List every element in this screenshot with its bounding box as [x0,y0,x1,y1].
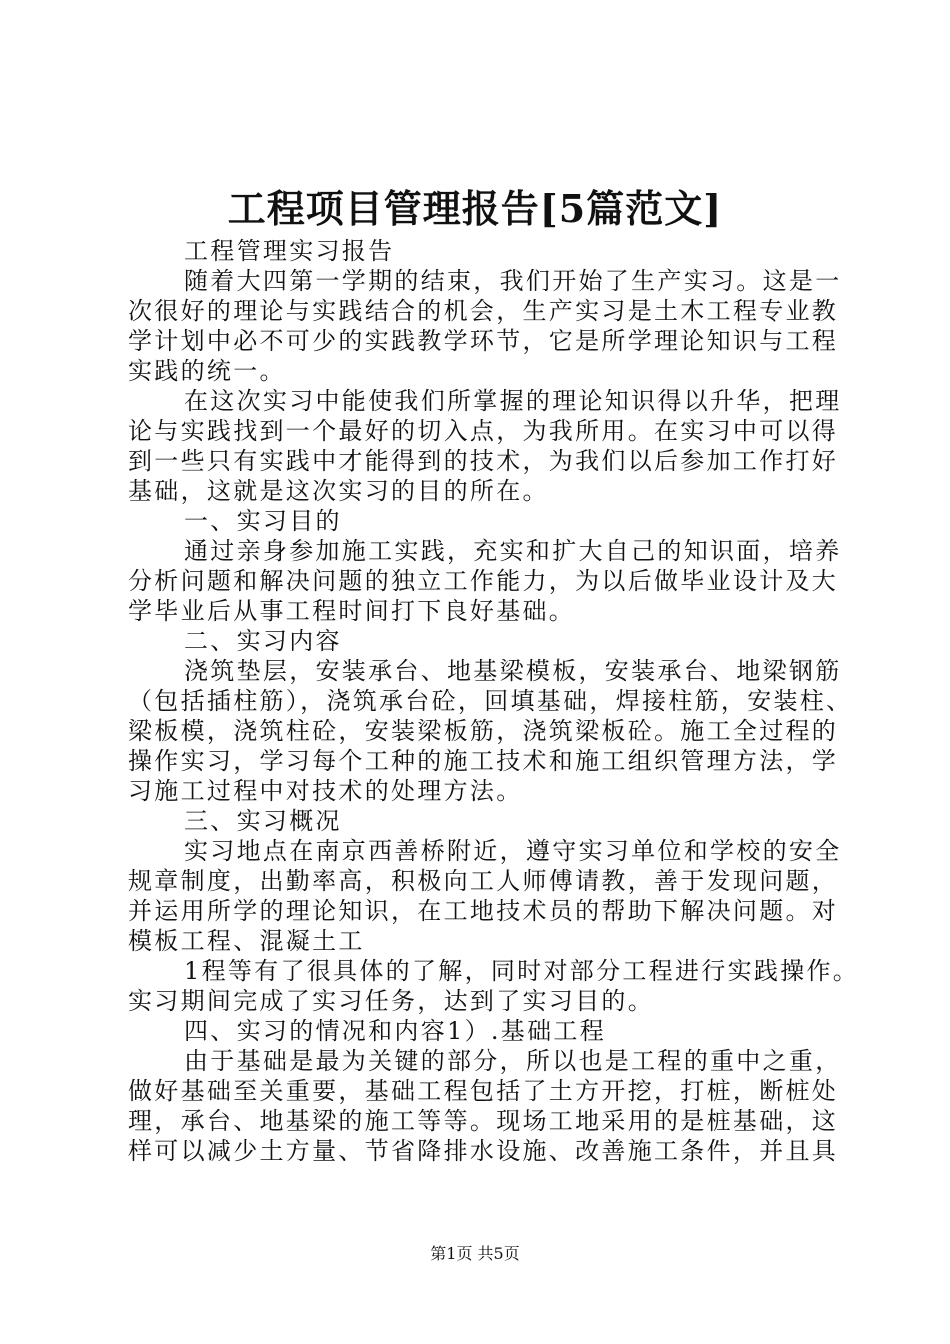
section-heading: 一、实习目的 [184,507,342,535]
paragraph-line: 到一些只有实践中才能得到的技术，为我们以后参加工作打好 [128,447,839,475]
paragraph-line: 分析问题和解决问题的独立工作能力，为以后做毕业设计及大 [128,567,839,595]
section-heading: 工程管理实习报告 [184,237,395,265]
paragraph-line: 实践的统一。 [128,357,286,385]
paragraph-line: 做好基础至关重要，基础工程包括了土方开挖，打桩，断桩处 [128,1077,839,1105]
paragraph-line: 习施工过程中对技术的处理方法。 [128,777,523,805]
paragraph-line: 在这次实习中能使我们所掌握的理论知识得以升华，把理 [184,387,842,415]
paragraph-line: 理，承台、地基梁的施工等等。现场工地采用的是桩基础，这 [128,1107,839,1135]
paragraph-line: 梁板模，浇筑柱砼，安装梁板筋，浇筑梁板砼。施工全过程的 [128,717,839,745]
paragraph-line: 次很好的理论与实践结合的机会，生产实习是土木工程专业教 [128,297,839,325]
paragraph-line: 通过亲身参加施工实践，充实和扩大自己的知识面，培养 [184,537,842,565]
paragraph-line: 并运用所学的理论知识，在工地技术员的帮助下解决问题。对 [128,897,839,925]
paragraph-line: 模板工程、混凝土工 [128,927,365,955]
section-heading: 三、实习概况 [184,807,342,835]
paragraph-line: 学毕业后从事工程时间打下良好基础。 [128,597,576,625]
paragraph-line: 论与实践找到一个最好的切入点，为我所用。在实习中可以得 [128,417,839,445]
paragraph-line: 实习期间完成了实习任务，达到了实习目的。 [128,987,654,1015]
paragraph-line: 样可以减少土方量、节省降排水设施、改善施工条件，并且具 [128,1137,839,1165]
paragraph-line: 基础，这就是这次实习的目的所在。 [128,477,549,505]
paragraph-line: 由于基础是最为关键的部分，所以也是工程的重中之重， [184,1047,842,1075]
page-number-footer: 第1页 共5页 [430,1244,520,1263]
paragraph-line: 浇筑垫层，安装承台、地基梁模板，安装承台、地梁钢筋 [184,657,842,685]
document-body [128,236,860,1166]
paragraph-line: 操作实习，学习每个工种的施工技术和施工组织管理方法，学 [128,747,839,775]
section-heading: 四、实习的情况和内容1）.基础工程 [184,1017,606,1045]
paragraph-line: 随着大四第一学期的结束，我们开始了生产实习。这是一 [184,267,842,295]
paragraph-line: 实习地点在南京西善桥附近，遵守实习单位和学校的安全 [184,837,842,865]
paragraph-line: （包括插柱筋），浇筑承台砼，回填基础，焊接柱筋，安装柱、 [128,687,853,715]
section-heading: 二、实习内容 [184,627,342,655]
paragraph-line: 规章制度，出勤率高，积极向工人师傅请教，善于发现问题， [128,867,839,895]
document-title: 工程项目管理报告[5篇范文] [227,186,723,231]
paragraph-line: 1程等有了很具体的了解，同时对部分工程进行实践操作。 [184,957,860,985]
paragraph-line: 学计划中必不可少的实践教学环节，它是所学理论知识与工程 [128,327,839,355]
